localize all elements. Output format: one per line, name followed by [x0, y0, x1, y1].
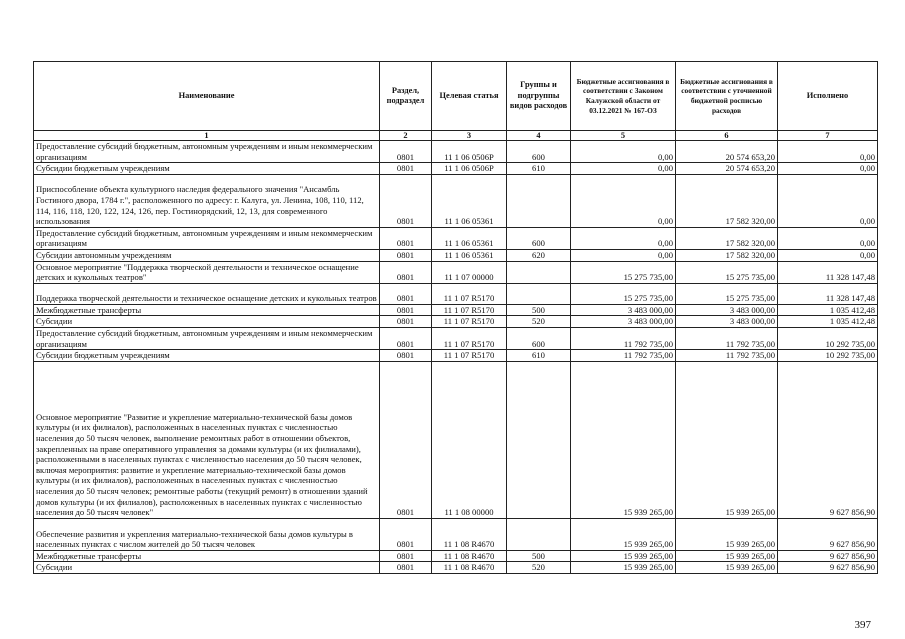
cell-name: Субсидии: [34, 316, 380, 328]
cell-group: [507, 361, 571, 518]
cell-target: 11 1 06 0506Р: [432, 141, 507, 163]
cell-section: 0801: [380, 261, 432, 283]
cell-law: 0,00: [571, 174, 676, 227]
column-number-row: [34, 131, 878, 141]
cell-group: 600: [507, 141, 571, 163]
cell-updated: 17 582 320,00: [676, 174, 778, 227]
cell-name: Субсидии автономным учреждениям: [34, 249, 380, 261]
cell-name: Субсидии: [34, 562, 380, 574]
cell-law: 11 792 735,00: [571, 327, 676, 349]
cell-updated: 17 582 320,00: [676, 249, 778, 261]
cell-section: 0801: [380, 163, 432, 175]
cell-section: 0801: [380, 562, 432, 574]
cell-section: 0801: [380, 174, 432, 227]
table-row: [34, 141, 878, 163]
header-target: Целевая статья: [432, 62, 507, 131]
table-row: [34, 163, 878, 175]
cell-updated: 15 939 265,00: [676, 361, 778, 518]
cell-target: 11 1 06 0506Р: [432, 163, 507, 175]
cell-executed: 0,00: [778, 174, 878, 227]
cell-group: 600: [507, 327, 571, 349]
cell-target: 11 1 06 05361: [432, 249, 507, 261]
cell-law: 3 483 000,00: [571, 304, 676, 316]
cell-group: 620: [507, 249, 571, 261]
cell-section: 0801: [380, 550, 432, 562]
cell-group: [507, 283, 571, 304]
cell-name: Предоставление субсидий бюджетным, автономным учреждениям и иным некоммерческим организациям: [34, 141, 380, 163]
header-section: Раздел, подраздел: [380, 62, 432, 131]
cell-updated: 11 792 735,00: [676, 350, 778, 362]
cell-group: 520: [507, 316, 571, 328]
cell-target: 11 1 07 R5170: [432, 316, 507, 328]
cell-updated: 3 483 000,00: [676, 316, 778, 328]
table-row: [34, 361, 878, 518]
cell-updated: 15 939 265,00: [676, 550, 778, 562]
cell-law: 3 483 000,00: [571, 316, 676, 328]
cell-target: 11 1 06 05361: [432, 227, 507, 249]
column-number: 4: [507, 131, 571, 141]
cell-executed: 9 627 856,90: [778, 361, 878, 518]
cell-law: 15 939 265,00: [571, 550, 676, 562]
table-row: [34, 261, 878, 283]
cell-section: 0801: [380, 227, 432, 249]
cell-section: 0801: [380, 518, 432, 550]
cell-law: 11 792 735,00: [571, 350, 676, 362]
cell-executed: 0,00: [778, 227, 878, 249]
header-name: Наименование: [34, 62, 380, 131]
cell-updated: 20 574 653,20: [676, 163, 778, 175]
cell-law: 0,00: [571, 227, 676, 249]
cell-group: 610: [507, 163, 571, 175]
cell-name: Предоставление субсидий бюджетным, автономным учреждениям и иным некоммерческим организациям: [34, 327, 380, 349]
cell-executed: 11 328 147,48: [778, 283, 878, 304]
cell-section: 0801: [380, 350, 432, 362]
column-number: 6: [676, 131, 778, 141]
cell-law: 15 939 265,00: [571, 518, 676, 550]
table-row: [34, 174, 878, 227]
cell-updated: 15 939 265,00: [676, 562, 778, 574]
cell-name: Обеспечение развития и укрепления материально-технической базы домов культуры в населенных пунктах с числом жителей до 50 тысяч человек: [34, 518, 380, 550]
cell-target: 11 1 08 R4670: [432, 550, 507, 562]
table-row: [34, 518, 878, 550]
cell-executed: 10 292 735,00: [778, 327, 878, 349]
cell-law: 0,00: [571, 163, 676, 175]
header-law: Бюджетные ассигнования в соответствии с Законом Калужской области от 03.12.2021 № 167-ОЗ: [571, 62, 676, 131]
cell-executed: 10 292 735,00: [778, 350, 878, 362]
cell-updated: 20 574 653,20: [676, 141, 778, 163]
cell-updated: 17 582 320,00: [676, 227, 778, 249]
table-row: [34, 562, 878, 574]
column-number: 1: [34, 131, 380, 141]
column-number: 3: [432, 131, 507, 141]
cell-executed: 9 627 856,90: [778, 562, 878, 574]
cell-law: 15 275 735,00: [571, 261, 676, 283]
cell-law: 15 939 265,00: [571, 562, 676, 574]
table-row: [34, 327, 878, 349]
cell-name: Субсидии бюджетным учреждениям: [34, 350, 380, 362]
cell-law: 0,00: [571, 141, 676, 163]
cell-target: 11 1 08 00000: [432, 361, 507, 518]
column-number: 7: [778, 131, 878, 141]
cell-group: [507, 518, 571, 550]
cell-executed: 1 035 412,48: [778, 304, 878, 316]
budget-table: [33, 61, 878, 574]
cell-updated: 15 275 735,00: [676, 261, 778, 283]
cell-group: [507, 261, 571, 283]
cell-group: 610: [507, 350, 571, 362]
cell-name: Основное мероприятие "Поддержка творческой деятельности и техническое оснащение детских и кукольных театров": [34, 261, 380, 283]
cell-updated: 15 275 735,00: [676, 283, 778, 304]
cell-name: Поддержка творческой деятельности и техническое оснащение детских и кукольных театров: [34, 283, 380, 304]
cell-target: 11 1 07 00000: [432, 261, 507, 283]
cell-section: 0801: [380, 141, 432, 163]
table-row: [34, 304, 878, 316]
cell-name: Приспособление объекта культурного наследия федерального значения "Ансамбль Гостиного двора, 1784 г.", расположенного по адресу: г. Калуга, ул. Ленина, 108, 110, 112, 114, 116, 118, 120, 122, 124, 126, пер. Гостинорядский, 12, 13, для современного использования: [34, 174, 380, 227]
column-number: 2: [380, 131, 432, 141]
cell-name: Предоставление субсидий бюджетным, автономным учреждениям и иным некоммерческим организациям: [34, 227, 380, 249]
cell-group: 520: [507, 562, 571, 574]
header-updated: Бюджетные ассигнования в соответствии с уточненной бюджетной росписью расходов: [676, 62, 778, 131]
cell-executed: 0,00: [778, 249, 878, 261]
cell-law: 0,00: [571, 249, 676, 261]
cell-name: Межбюджетные трансферты: [34, 304, 380, 316]
table-row: [34, 350, 878, 362]
cell-section: 0801: [380, 361, 432, 518]
column-number: 5: [571, 131, 676, 141]
cell-updated: 15 939 265,00: [676, 518, 778, 550]
cell-section: 0801: [380, 304, 432, 316]
cell-name: Межбюджетные трансферты: [34, 550, 380, 562]
cell-target: 11 1 07 R5170: [432, 304, 507, 316]
cell-group: [507, 174, 571, 227]
cell-target: 11 1 06 05361: [432, 174, 507, 227]
header-executed: Исполнено: [778, 62, 878, 131]
table-row: [34, 249, 878, 261]
page-number: 397: [854, 619, 871, 631]
header-row: [34, 62, 878, 131]
cell-target: 11 1 08 R4670: [432, 518, 507, 550]
cell-section: 0801: [380, 249, 432, 261]
cell-law: 15 939 265,00: [571, 361, 676, 518]
cell-executed: 9 627 856,90: [778, 550, 878, 562]
cell-executed: 11 328 147,48: [778, 261, 878, 283]
cell-name: Основное мероприятие "Развитие и укрепление материально-технической базы домов культуры (и их филиалов), расположенных в населенных пунктах с численностью населения до 50 тысяч человек, выполнение ремонтных работ в отношении объектов, закрепленных на праве оперативного управления за домами культуры (и их филиалами), расположенными в населенных пунктах с численностью населения до 50 тысяч человек, включая мероприятия: развитие и укрепление материально-технической базы домов культуры (и их филиалов), расположенных в населенных пунктах с численностью населения до 50 тысяч человек; ремонтные работы (текущий ремонт) в отношении зданий домов культуры (и их филиалов), расположенных в населенных пунктах с численностью населения до 50 тысяч человек": [34, 361, 380, 518]
cell-section: 0801: [380, 316, 432, 328]
cell-executed: 0,00: [778, 163, 878, 175]
cell-group: 600: [507, 227, 571, 249]
header-group: Группы и подгруппы видов расходов: [507, 62, 571, 131]
table-row: [34, 283, 878, 304]
cell-section: 0801: [380, 283, 432, 304]
cell-group: 500: [507, 550, 571, 562]
table-row: [34, 550, 878, 562]
cell-name: Субсидии бюджетным учреждениям: [34, 163, 380, 175]
table-row: [34, 316, 878, 328]
cell-target: 11 1 08 R4670: [432, 562, 507, 574]
cell-section: 0801: [380, 327, 432, 349]
cell-target: 11 1 07 R5170: [432, 350, 507, 362]
cell-updated: 11 792 735,00: [676, 327, 778, 349]
cell-updated: 3 483 000,00: [676, 304, 778, 316]
cell-group: 500: [507, 304, 571, 316]
cell-target: 11 1 07 R5170: [432, 283, 507, 304]
cell-executed: 1 035 412,48: [778, 316, 878, 328]
table-row: [34, 227, 878, 249]
cell-target: 11 1 07 R5170: [432, 327, 507, 349]
cell-executed: 9 627 856,90: [778, 518, 878, 550]
cell-law: 15 275 735,00: [571, 283, 676, 304]
cell-executed: 0,00: [778, 141, 878, 163]
